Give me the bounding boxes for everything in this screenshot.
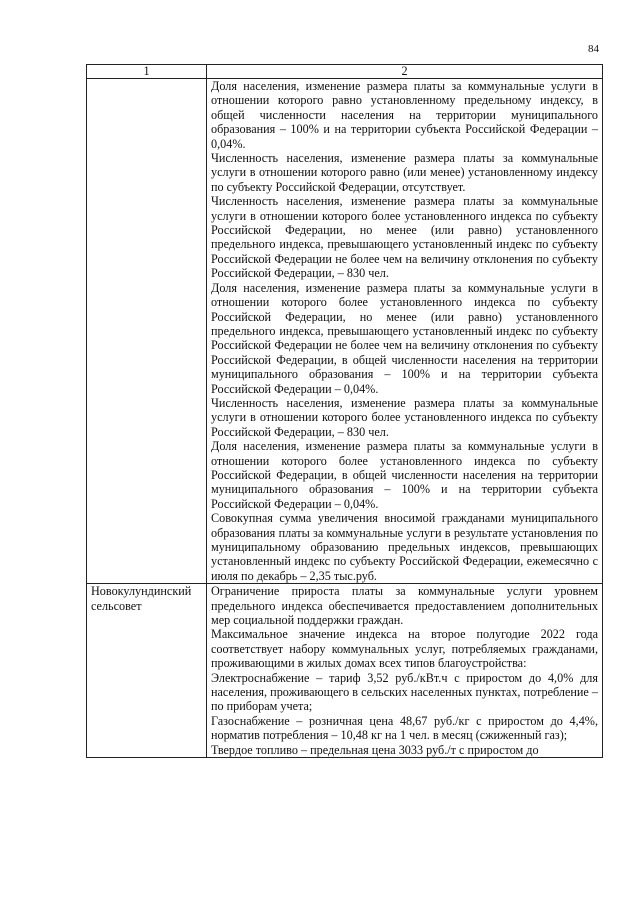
municipality-name: Новокулундинский сельсовет bbox=[91, 584, 192, 613]
paragraph: Численность населения, изменение размера платы за коммунальные услуги в отношении которого равно (или менее) установленному индексу по субъекту Российской Федерации, отсутствует. bbox=[211, 151, 598, 194]
paragraph: Доля населения, изменение размера платы за коммунальные услуги в отношении которого более установленного индекса по субъекту Российской Федерации, в общей численности населения на территории муниципального образования – 100% и на территории субъекта Российской Федерации – 0,04%. bbox=[211, 439, 598, 511]
paragraph: Максимальное значение индекса на второе полугодие 2022 года соответствует набору коммунальных услуг, потребляемых гражданами, проживающими в жилых домах всех типов благоустройства: bbox=[211, 627, 598, 671]
paragraph: Газоснабжение – розничная цена 48,67 руб./кг с приростом до 4,4%, норматив потребления – 10,48 кг на 1 чел. в месяц (сжиженный газ); bbox=[211, 713, 598, 743]
municipality-cell bbox=[87, 584, 207, 758]
table-row bbox=[87, 79, 603, 584]
municipality-cell bbox=[87, 79, 207, 584]
paragraph: Совокупная сумма увеличения вносимой гражданами муниципального образования платы за коммунальные услуги в результате установления по муниципальному образованию предельных индексов, превышающих установленный индекс по субъекту Российской Федерации, ежемесячно с июля по декабрь – 2,35 тыс.руб. bbox=[211, 511, 598, 583]
paragraph: Твердое топливо – предельная цена 3033 руб./т с приростом до bbox=[211, 742, 539, 757]
paragraph: Доля населения, изменение размера платы за коммунальные услуги в отношении которого равно установленному предельному индексу, в общей численности населения на территории муниципального образования – 100% и на территории субъекта Российской Федерации – 0,04%. bbox=[211, 79, 598, 151]
page-number: 84 bbox=[588, 43, 599, 55]
paragraph: Ограничение прироста платы за коммунальные услуги уровнем предельного индекса обеспечивается предоставлением дополнительных мер социальной поддержки граждан. bbox=[211, 584, 598, 628]
description-cell bbox=[207, 584, 603, 758]
column-header-1: 1 bbox=[87, 65, 207, 79]
description-cell bbox=[207, 79, 603, 584]
paragraph: Численность населения, изменение размера платы за коммунальные услуги в отношении которого более установленного индекса по субъекту Российской Федерации, но менее (или равно) установленного предельного индекса, превышающего установленный индекс по субъекту Российской Федерации не более чем на величину отклонения по субъекту Российской Федерации, – 830 чел. bbox=[211, 194, 598, 281]
table-header-row bbox=[87, 65, 603, 79]
table-row bbox=[87, 584, 603, 758]
paragraph: Доля населения, изменение размера платы за коммунальные услуги в отношении которого более установленного индекса по субъекту Российской Федерации, но менее (или равно) установленного предельного индекса, превышающего установленный индекс по субъекту Российской Федерации не более чем на величину отклонения по субъекту Российской Федерации, в общей численности населения на территории муниципального образования – 100% и на территории субъекта Российской Федерации – 0,04%. bbox=[211, 280, 598, 396]
paragraph: Электроснабжение – тариф 3,52 руб./кВт.ч с приростом до 4,0% для населения, проживающего в сельских населенных пунктах, потребление – по приборам учета; bbox=[211, 670, 598, 714]
paragraph: Численность населения, изменение размера платы за коммунальные услуги в отношении которого более установленного индекса по субъекту Российской Федерации, – 830 чел. bbox=[211, 395, 598, 439]
column-header-2: 2 bbox=[207, 65, 603, 79]
document-table bbox=[86, 64, 603, 758]
